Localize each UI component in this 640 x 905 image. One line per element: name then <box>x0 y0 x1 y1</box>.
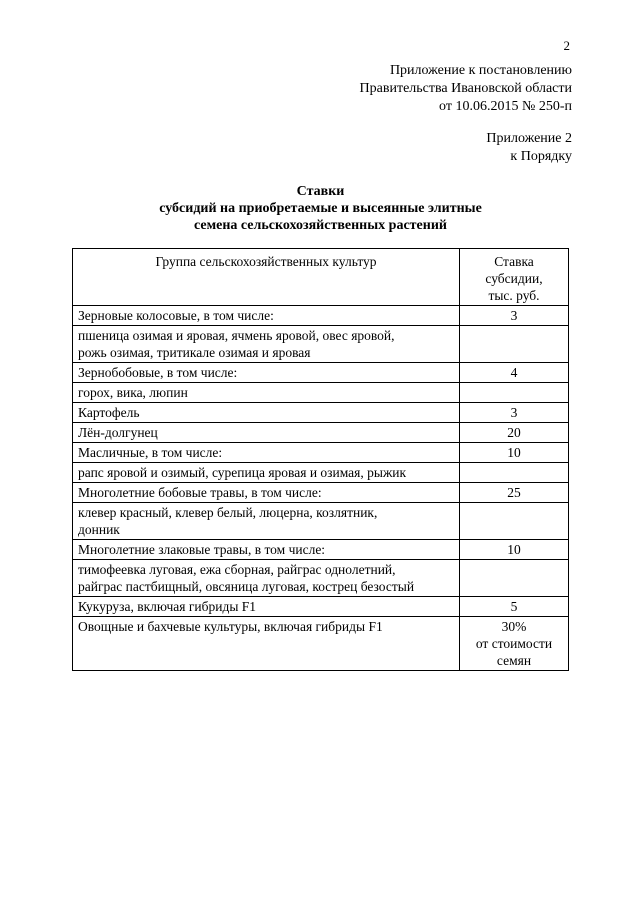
header-rate-line: субсидии, <box>485 271 543 286</box>
table-row <box>73 403 569 423</box>
subsidy-rate-value: 3 <box>510 308 518 323</box>
subsidy-rate-cell <box>460 483 569 503</box>
subsidy-rate-value: от стоимости <box>475 636 553 651</box>
crop-group-cell <box>73 503 460 540</box>
crop-group-cell <box>73 326 460 363</box>
header-rate-line: тыс. руб. <box>488 288 540 303</box>
subsidy-rate-cell <box>460 383 569 403</box>
crop-group-cell <box>73 597 460 617</box>
header-subsidy-rate <box>460 249 569 306</box>
title-line: семена сельскохозяйственных растений <box>194 218 447 233</box>
table-row <box>73 443 569 463</box>
subsidy-rate-cell <box>460 423 569 443</box>
table-row <box>73 423 569 443</box>
subsidy-rate-cell <box>460 306 569 326</box>
crop-group-text: Многолетние бобовые травы, в том числе: <box>78 485 322 500</box>
crop-group-text: рожь озимая, тритикале озимая и яровая <box>78 345 311 360</box>
crop-group-text: пшеница озимая и яровая, ячмень яровой, овес яровой, <box>78 328 395 343</box>
crop-group-text: Зернобобовые, в том числе: <box>78 365 238 380</box>
crop-group-cell <box>73 423 460 443</box>
appendix-line: Приложение 2 <box>486 131 572 146</box>
crop-group-text: горох, вика, люпин <box>78 385 188 400</box>
subsidy-rate-value: 30% <box>501 619 527 634</box>
table-body <box>73 306 569 671</box>
crop-group-text: райграс пастбищный, овсяница луговая, кострец безостый <box>78 579 415 594</box>
table-row <box>73 483 569 503</box>
subsidy-rate-value: 4 <box>510 365 518 380</box>
crop-group-text: Картофель <box>78 405 140 420</box>
appendix-reference-resolution <box>360 62 572 116</box>
appendix-line: Приложение к постановлению <box>389 63 572 78</box>
crop-group-cell <box>73 560 460 597</box>
document-title <box>72 183 569 234</box>
title-line: субсидий на приобретаемые и высеянные элитные <box>159 201 482 216</box>
crop-group-cell <box>73 383 460 403</box>
subsidy-rate-cell <box>460 443 569 463</box>
table-row <box>73 306 569 326</box>
crop-group-cell <box>73 540 460 560</box>
subsidy-rate-cell <box>460 463 569 483</box>
table-row <box>73 383 569 403</box>
subsidy-rate-value: 25 <box>507 485 521 500</box>
table-row <box>73 363 569 383</box>
crop-group-cell <box>73 443 460 463</box>
table-row <box>73 463 569 483</box>
crop-group-text: тимофеевка луговая, ежа сборная, райграс однолетний, <box>78 562 396 577</box>
subsidy-rate-value: 10 <box>507 542 521 557</box>
crop-group-text: рапс яровой и озимый, сурепица яровая и озимая, рыжик <box>78 465 407 480</box>
subsidy-rate-cell <box>460 617 569 671</box>
subsidy-rate-cell <box>460 503 569 540</box>
crop-group-cell <box>73 363 460 383</box>
subsidy-rate-cell <box>460 326 569 363</box>
crop-group-cell <box>73 617 460 671</box>
title-line: Ставки <box>296 184 345 199</box>
header-rate-line: Ставка <box>494 254 534 269</box>
appendix-line: к Порядку <box>510 149 572 164</box>
subsidy-rate-value: 3 <box>510 405 518 420</box>
crop-group-cell <box>73 306 460 326</box>
crop-group-cell <box>73 483 460 503</box>
subsidy-rate-cell <box>460 403 569 423</box>
subsidy-rate-value: 10 <box>507 445 521 460</box>
subsidy-rate-value: 20 <box>507 425 521 440</box>
crop-group-text: донник <box>78 522 120 537</box>
header-crop-group: Группа сельскохозяйственных культур <box>73 249 460 306</box>
appendix-reference-procedure <box>486 130 572 166</box>
subsidy-rate-cell <box>460 597 569 617</box>
crop-group-text: Овощные и бахчевые культуры, включая гибриды F1 <box>78 619 383 634</box>
subsidy-rate-value: 5 <box>510 599 518 614</box>
crop-group-text: Кукуруза, включая гибриды F1 <box>78 599 257 614</box>
appendix-line: от 10.06.2015 № 250-п <box>439 99 572 114</box>
subsidy-rate-cell <box>460 540 569 560</box>
subsidy-rate-cell <box>460 363 569 383</box>
crop-group-text: Масличные, в том числе: <box>78 445 223 460</box>
crop-group-cell <box>73 403 460 423</box>
table-header-row <box>73 249 569 306</box>
table-row <box>73 540 569 560</box>
page-number: 2 <box>563 38 570 53</box>
subsidy-rate-cell <box>460 560 569 597</box>
crop-group-text: клевер красный, клевер белый, люцерна, козлятник, <box>78 505 378 520</box>
subsidy-rates-table <box>72 248 569 671</box>
appendix-line: Правительства Ивановской области <box>359 81 572 96</box>
crop-group-cell <box>73 463 460 483</box>
crop-group-text: Многолетние злаковые травы, в том числе: <box>78 542 326 557</box>
crop-group-text: Зерновые колосовые, в том числе: <box>78 308 274 323</box>
table-row <box>73 326 569 363</box>
table-row <box>73 560 569 597</box>
crop-group-text: Лён-долгунец <box>78 425 158 440</box>
subsidy-rate-value: семян <box>496 653 532 668</box>
table-row <box>73 503 569 540</box>
table-row <box>73 597 569 617</box>
table-row <box>73 617 569 671</box>
